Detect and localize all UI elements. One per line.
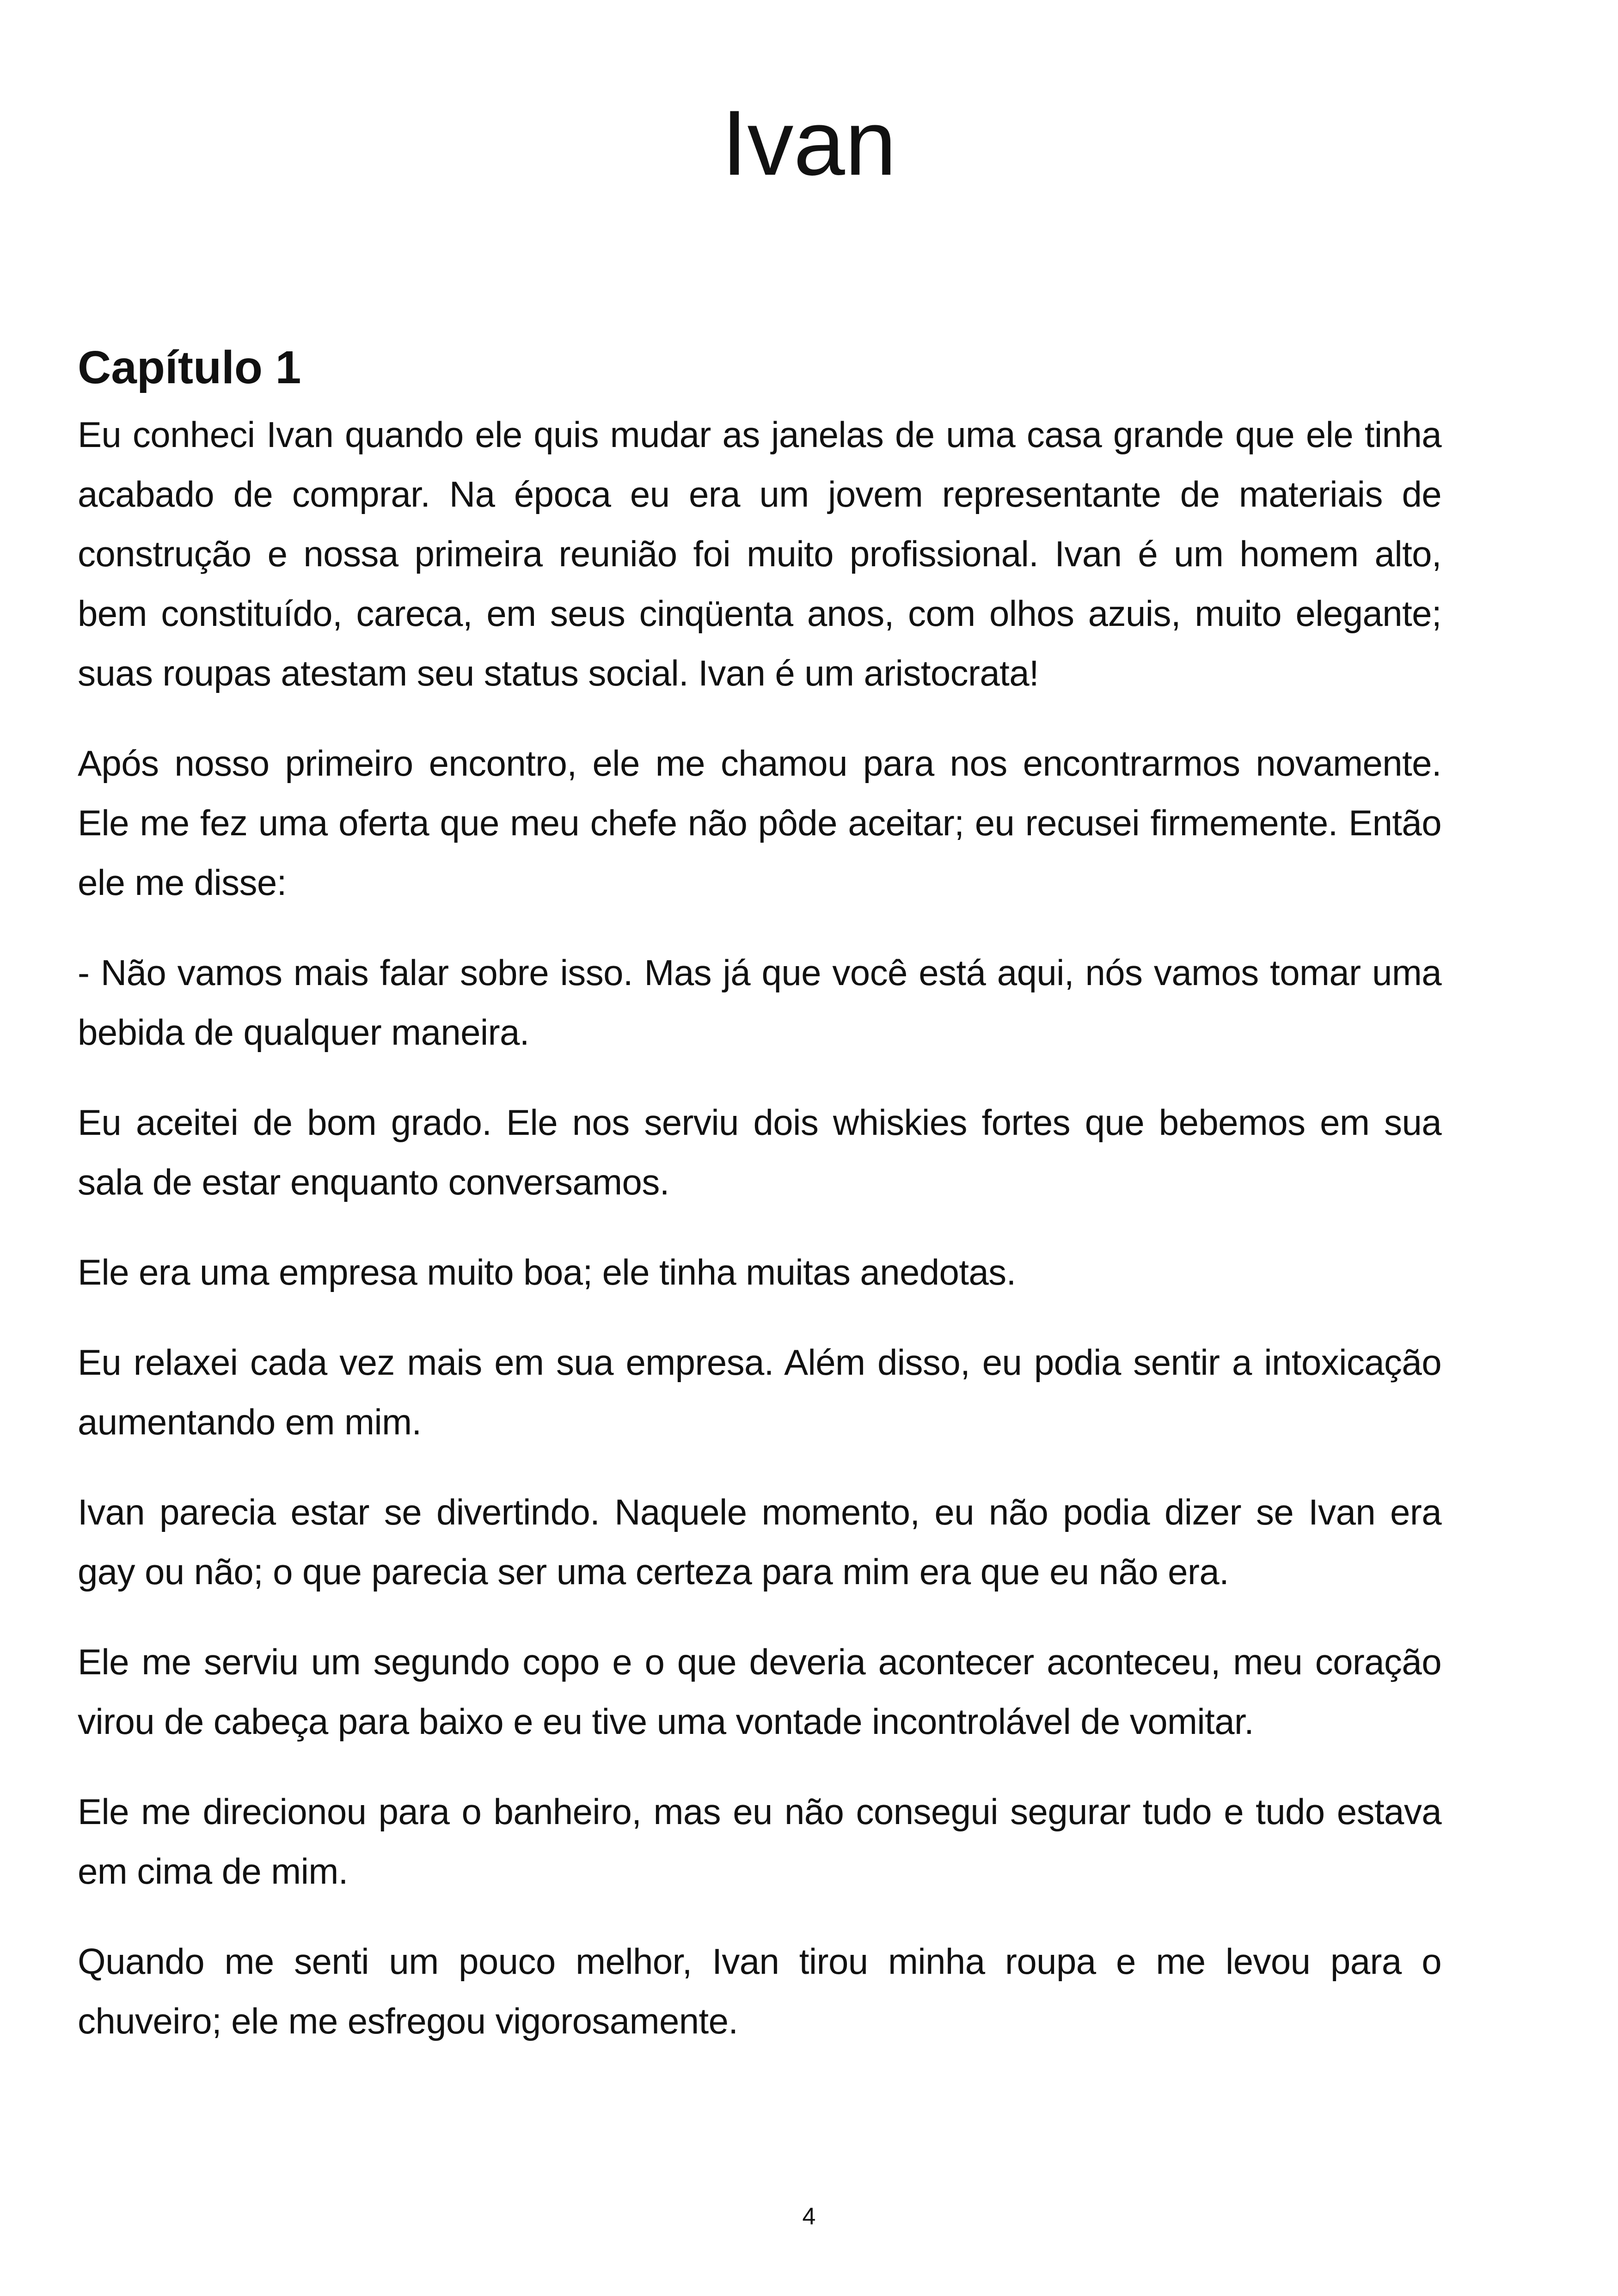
paragraph-8: Ele me serviu um segundo copo e o que deveria acontecer aconteceu, meu coração virou de cabeça para baixo e eu tive uma vontade incontrolável de vomitar. <box>78 1641 1441 1742</box>
paragraph-10: Quando me senti um pouco melhor, Ivan tirou minha roupa e me levou para o chuveiro; ele me esfregou vigorosamente. <box>78 1941 1441 2041</box>
paragraph-2: Após nosso primeiro encontro, ele me chamou para nos encontrarmos novamente. Ele me fez uma oferta que meu chefe não pôde aceitar; eu recusei firmemente. Então ele me disse: <box>78 743 1441 903</box>
paragraph-7: Ivan parecia estar se divertindo. Naquele momento, eu não podia dizer se Ivan era gay ou não; o que parecia ser uma certeza para mim era que eu não era. <box>78 1492 1441 1592</box>
paragraph-5: Ele era uma empresa muito boa; ele tinha muitas anedotas. <box>78 1252 1016 1292</box>
paragraph-4: Eu aceitei de bom grado. Ele nos serviu dois whiskies fortes que bebemos em sua sala de estar enquanto conversamos. <box>78 1102 1441 1202</box>
paragraph-6: Eu relaxei cada vez mais em sua empresa. Além disso, eu podia sentir a intoxicação aumentando em mim. <box>78 1342 1441 1442</box>
paragraph-9: Ele me direcionou para o banheiro, mas eu não consegui segurar tudo e tudo estava em cima de mim. <box>78 1791 1441 1892</box>
page-number: 4 <box>802 2203 816 2230</box>
paragraph-3: - Não vamos mais falar sobre isso. Mas já que você está aqui, nós vamos tomar uma bebida de qualquer maneira. <box>78 952 1441 1053</box>
chapter-heading: Capítulo 1 <box>78 342 301 393</box>
chapter-body <box>78 333 1441 2082</box>
paragraph-1: Eu conheci Ivan quando ele quis mudar as janelas de uma casa grande que ele tinha acabado de comprar. Na época eu era um jovem representante de materiais de construção e nossa primeira reunião foi muito profissional. Ivan é um homem alto, bem constituído, careca, em seus cinqüenta anos, com olhos azuis, muito elegante; suas roupas atestam seu status social. Ivan é um aristocrata! <box>78 414 1441 693</box>
book-title: Ivan <box>721 92 897 195</box>
